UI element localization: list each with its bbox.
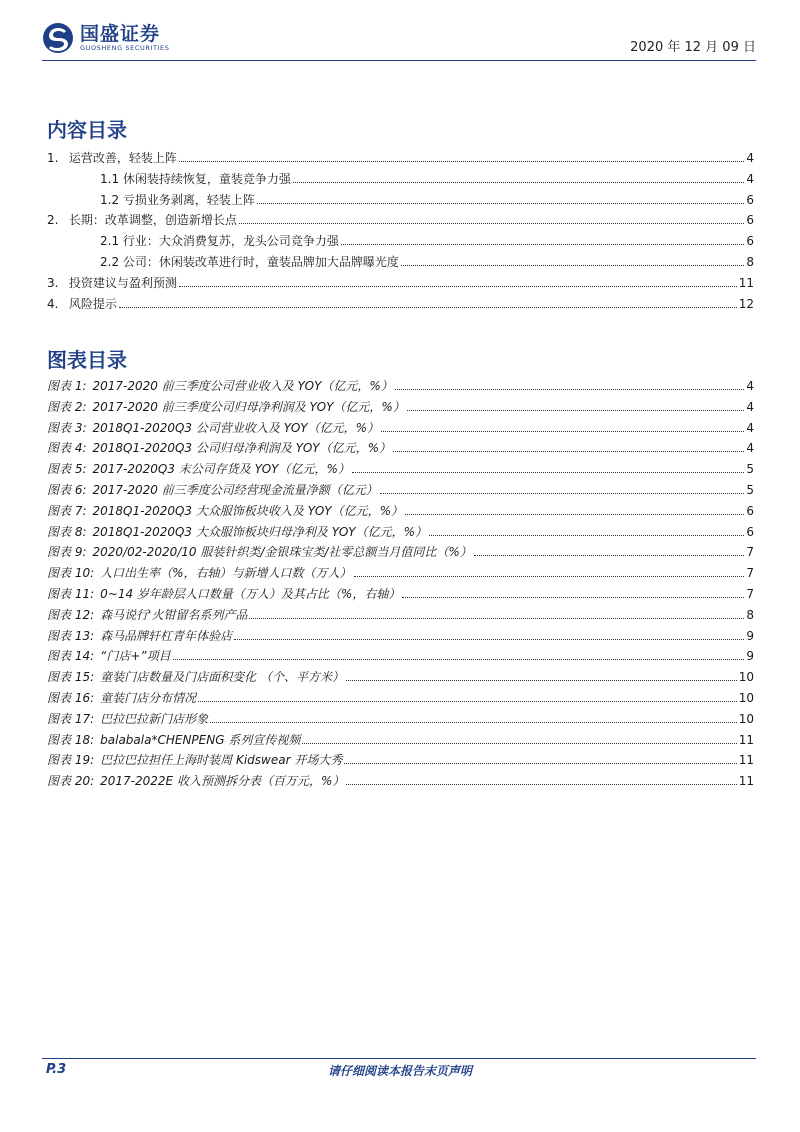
figure-item-page: 11 bbox=[738, 774, 754, 789]
figure-item-page: 7 bbox=[746, 586, 754, 601]
figure-item-text: 2018Q1-2020Q3 大众服饰板块收入及 YOY（亿元，%） bbox=[92, 503, 403, 518]
figure-item-text: 人口出生率（%，右轴）与新增人口数（万人） bbox=[100, 566, 352, 581]
figure-item-label: 图表 7: bbox=[47, 503, 87, 518]
figure-item[interactable] bbox=[47, 731, 754, 752]
toc-item-number: 2.2 bbox=[100, 254, 120, 269]
figure-item-label: 图表 18: bbox=[47, 732, 95, 747]
toc-item-number: 4. bbox=[47, 296, 59, 311]
figure-item-label: 图表 2: bbox=[47, 399, 87, 414]
page-number: P.3 bbox=[46, 1062, 67, 1077]
figure-item-text: 2020/02-2020/10 服装针织类/金银珠宝类/社零总额当月值同比（%） bbox=[92, 545, 472, 560]
figure-item-page: 6 bbox=[746, 524, 754, 539]
toc-item-label: 运营改善，轻装上阵 bbox=[68, 151, 177, 165]
figure-item[interactable] bbox=[47, 523, 754, 544]
toc-item-page: 6 bbox=[746, 213, 754, 228]
figure-item-label: 图表 13: bbox=[47, 628, 95, 643]
figure-item-text: 森马说行'火钳留名系列产品 bbox=[100, 607, 248, 622]
leader-dots bbox=[210, 713, 737, 723]
figure-item-text: 童装门店数量及门店面积变化 （个、平方米） bbox=[100, 670, 344, 685]
figure-item-text: balabala*CHENPENG 系列宣传视频 bbox=[100, 732, 301, 747]
leader-dots bbox=[402, 588, 744, 598]
figure-item-page: 8 bbox=[746, 607, 754, 622]
toc-item[interactable] bbox=[47, 170, 754, 191]
figure-item-text: 童装门店分布情况 bbox=[100, 690, 197, 705]
figure-item-text: 2017-2020 前三季度公司营业收入及 YOY（亿元，%） bbox=[92, 379, 393, 393]
figure-item-label: 图表 14: bbox=[47, 649, 95, 664]
figure-item-label: 图表 5: bbox=[47, 462, 87, 477]
toc-item[interactable] bbox=[47, 253, 754, 274]
leader-dots bbox=[380, 484, 745, 494]
leader-dots bbox=[354, 567, 745, 577]
figure-item[interactable] bbox=[47, 689, 754, 710]
figure-item-text: 2017-2022E 收入预测拆分表（百万元，%） bbox=[100, 774, 345, 789]
figures-list bbox=[47, 377, 754, 793]
toc-title: 内容目录 bbox=[47, 118, 127, 142]
figure-item[interactable] bbox=[47, 419, 754, 440]
figure-item-label: 图表 17: bbox=[47, 711, 95, 726]
figure-item-text: “门店+”项目 bbox=[100, 649, 171, 664]
figure-item-label: 图表 16: bbox=[47, 690, 95, 705]
figure-item-page: 4 bbox=[746, 399, 754, 414]
figure-item-page: 7 bbox=[746, 545, 754, 560]
figure-item-page: 4 bbox=[746, 441, 754, 456]
leader-dots bbox=[429, 526, 744, 536]
leader-dots bbox=[249, 609, 744, 619]
figure-item-text: 2017-2020 前三季度公司归母净利润及 YOY（亿元，%） bbox=[92, 399, 405, 414]
leader-dots bbox=[405, 505, 744, 515]
figure-item-label: 图表 20: bbox=[47, 774, 95, 789]
toc-item[interactable] bbox=[47, 295, 754, 316]
figure-item[interactable] bbox=[47, 668, 754, 689]
figure-item-label: 图表 4: bbox=[47, 441, 87, 456]
figure-item-text: 巴拉巴拉担任上海时装周 Kidswear 开场大秀 bbox=[100, 753, 343, 768]
toc-item-label: 长期：改革调整，创造新增长点 bbox=[68, 213, 237, 228]
page-header bbox=[42, 22, 756, 60]
logo-english-name: GUOSHENG SECURITIES bbox=[80, 43, 170, 52]
figure-item[interactable] bbox=[47, 481, 754, 502]
figure-item-page: 5 bbox=[746, 462, 754, 477]
leader-dots bbox=[346, 775, 736, 785]
figure-item-label: 图表 3: bbox=[47, 420, 87, 435]
leader-dots bbox=[346, 671, 737, 681]
figure-item-label: 图表 11: bbox=[47, 586, 95, 601]
figure-item[interactable] bbox=[47, 398, 754, 419]
figure-item-page: 11 bbox=[738, 753, 754, 768]
toc-item-page: 6 bbox=[746, 192, 754, 207]
leader-dots bbox=[234, 630, 744, 640]
figure-item-page: 10 bbox=[738, 670, 754, 685]
figure-item-text: 0~14 岁年龄层人口数量（万人）及其占比（%，右轴） bbox=[100, 586, 401, 601]
toc-item-number: 2.1 bbox=[100, 234, 120, 249]
figure-item-page: 4 bbox=[746, 379, 754, 393]
figure-item[interactable] bbox=[47, 751, 754, 772]
figure-item-label: 图表 9: bbox=[47, 545, 87, 560]
figure-item[interactable] bbox=[47, 543, 754, 564]
toc-item-page: 11 bbox=[738, 275, 754, 290]
figure-item-label: 图表 10: bbox=[47, 566, 95, 581]
footer-divider bbox=[42, 1058, 756, 1059]
toc-item-number: 3. bbox=[47, 275, 59, 290]
leader-dots bbox=[239, 214, 745, 224]
figure-item-page: 5 bbox=[746, 482, 754, 497]
leader-dots bbox=[344, 754, 736, 764]
figure-item[interactable] bbox=[47, 772, 754, 793]
figure-item[interactable] bbox=[47, 564, 754, 585]
leader-dots bbox=[179, 277, 737, 287]
toc-item[interactable] bbox=[47, 191, 754, 212]
toc-item-label: 风险提示 bbox=[68, 296, 117, 311]
figure-item-label: 图表 15: bbox=[47, 670, 95, 685]
figure-item-text: 森马品牌轩杠青年体验店 bbox=[100, 628, 233, 643]
figure-item-text: 2018Q1-2020Q3 公司归母净利润及 YOY（亿元，%） bbox=[92, 441, 391, 456]
toc-item-label: 行业：大众消费复苏，龙头公司竞争力强 bbox=[122, 234, 339, 249]
toc-item-number: 1.1 bbox=[100, 171, 120, 186]
figure-item-page: 9 bbox=[746, 628, 754, 643]
leader-dots bbox=[474, 546, 745, 556]
leader-dots bbox=[173, 650, 745, 660]
company-logo bbox=[42, 22, 169, 54]
toc-item-label: 投资建议与盈利预测 bbox=[68, 275, 177, 290]
leader-dots bbox=[381, 422, 744, 432]
toc-item-number: 1.2 bbox=[100, 192, 120, 207]
figure-item[interactable] bbox=[47, 460, 754, 481]
figure-item[interactable] bbox=[47, 439, 754, 460]
figure-item-label: 图表 6: bbox=[47, 482, 87, 497]
figure-item-page: 4 bbox=[746, 420, 754, 435]
leader-dots bbox=[119, 298, 737, 308]
toc-item-number: 2. bbox=[47, 213, 59, 228]
figure-item-text: 2017-2020 前三季度公司经营现金流量净额（亿元） bbox=[92, 482, 378, 497]
leader-dots bbox=[257, 194, 744, 204]
toc-item[interactable] bbox=[47, 274, 754, 295]
figure-item[interactable] bbox=[47, 710, 754, 731]
toc-item-page: 4 bbox=[746, 151, 754, 165]
figure-item-text: 2018Q1-2020Q3 公司营业收入及 YOY（亿元，%） bbox=[92, 420, 379, 435]
toc-item[interactable] bbox=[47, 149, 754, 170]
toc-item-page: 8 bbox=[746, 254, 754, 269]
figure-item[interactable] bbox=[47, 502, 754, 523]
leader-dots bbox=[302, 734, 736, 744]
logo-chinese-name: 国盛证券 bbox=[80, 22, 161, 45]
leader-dots bbox=[393, 442, 744, 452]
toc-item-label: 休闲装持续恢复，童装竞争力强 bbox=[122, 171, 291, 186]
figure-item-label: 图表 8: bbox=[47, 524, 87, 539]
toc-item-label: 亏损业务剥离，轻装上阵 bbox=[122, 192, 255, 207]
figure-item-text: 巴拉巴拉新门店形象 bbox=[100, 711, 209, 726]
leader-dots bbox=[352, 463, 744, 473]
toc-item[interactable] bbox=[47, 232, 754, 253]
figure-item[interactable] bbox=[47, 585, 754, 606]
toc-item-number: 1. bbox=[47, 151, 59, 165]
leader-dots bbox=[293, 173, 744, 183]
leader-dots bbox=[407, 401, 745, 411]
leader-dots bbox=[341, 235, 744, 245]
report-date: 2020 年 12 月 09 日 bbox=[630, 40, 756, 55]
figure-item-label: 图表 19: bbox=[47, 753, 95, 768]
toc-item-label: 公司：休闲装改革进行时，童装品牌加大品牌曝光度 bbox=[122, 254, 399, 269]
leader-dots bbox=[395, 380, 745, 390]
figure-item-text: 2018Q1-2020Q3 大众服饰板块归母净利及 YOY（亿元，%） bbox=[92, 524, 427, 539]
figure-item-page: 11 bbox=[738, 732, 754, 747]
toc-item-page: 6 bbox=[746, 234, 754, 249]
figure-item[interactable] bbox=[47, 377, 754, 398]
disclaimer-note: 请仔细阅读本报告末页声明 bbox=[327, 1064, 472, 1078]
figure-item-label: 图表 12: bbox=[47, 607, 95, 622]
toc-item[interactable] bbox=[47, 211, 754, 232]
figure-item-page: 7 bbox=[746, 566, 754, 581]
figure-item[interactable] bbox=[47, 647, 754, 668]
figure-item[interactable] bbox=[47, 606, 754, 627]
figures-title: 图表目录 bbox=[47, 348, 127, 372]
figure-item-page: 6 bbox=[746, 503, 754, 518]
figure-item-page: 9 bbox=[746, 649, 754, 664]
guosheng-logo-icon bbox=[42, 22, 74, 54]
figure-item[interactable] bbox=[47, 627, 754, 648]
header-divider bbox=[42, 60, 756, 61]
toc-list bbox=[47, 149, 754, 315]
leader-dots bbox=[198, 692, 737, 702]
toc-item-page: 4 bbox=[746, 171, 754, 186]
figure-item-page: 10 bbox=[738, 711, 754, 726]
leader-dots bbox=[179, 152, 745, 162]
figure-item-label: 图表 1: bbox=[47, 379, 87, 393]
toc-item-page: 12 bbox=[738, 296, 754, 311]
figure-item-text: 2017-2020Q3 末公司存货及 YOY（亿元，%） bbox=[92, 462, 350, 477]
leader-dots bbox=[401, 256, 744, 266]
figure-item-page: 10 bbox=[738, 690, 754, 705]
